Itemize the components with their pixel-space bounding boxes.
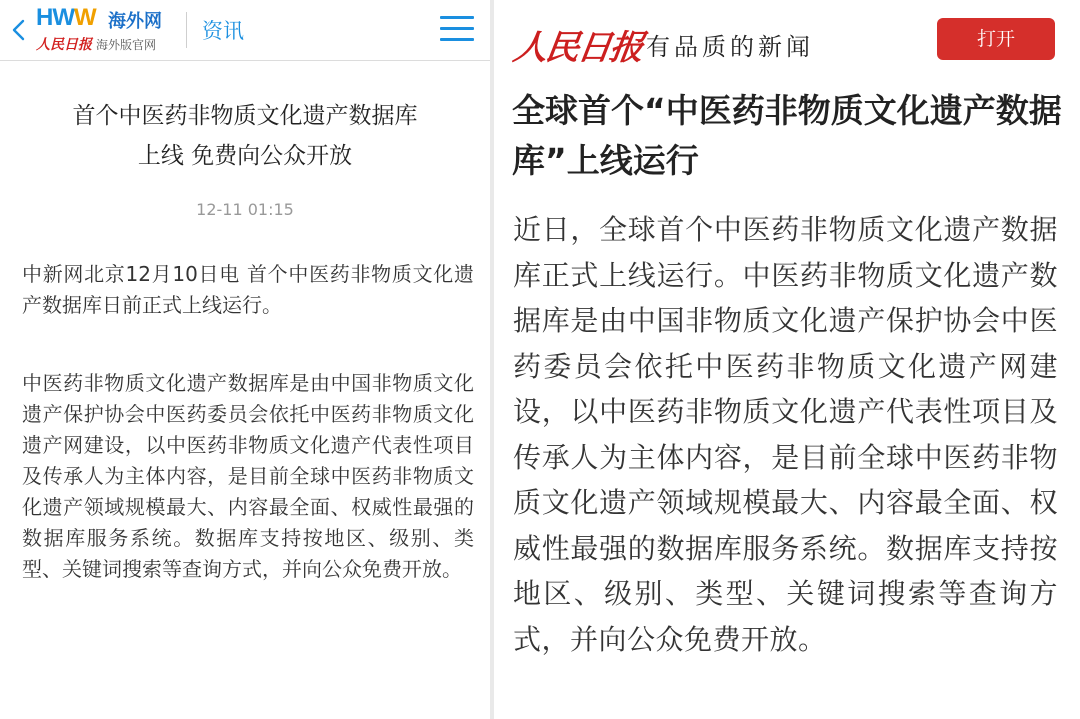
- menu-icon[interactable]: [440, 16, 474, 44]
- logo-subtitle: 海外版官网: [96, 38, 157, 52]
- article-title: [20, 96, 470, 176]
- article-title: 全球首个“中医药非物质文化遗产数据库”上线运行: [512, 91, 1062, 180]
- article-title-line2: 上线 免费向公众开放: [137, 143, 353, 169]
- article-paragraph-2: 中医药非物质文化遗产数据库是由中国非物质文化遗产保护协会中医药委员会依托中医药非物质文化遗产网建设，以中医药非物质文化遗产代表性项目及传承人为主体内容，是目前全球中医药非物质文化遗产领域规模最大、内容最全面、权威性最强的数据库服务系统。数据库支持按地区、级别、类型、关键词搜索等查询方式，并向公众免费开放。: [22, 371, 474, 581]
- header-divider: [186, 12, 187, 48]
- article-title-line1: 首个中医药非物质文化遗产数据库: [72, 103, 418, 129]
- haiwainet-logo[interactable]: [36, 6, 181, 54]
- app-header: [494, 0, 1080, 80]
- peoples-daily-logo: 人民日报: [510, 28, 645, 68]
- article-paragraph-1: 中新网北京12月10日电 首个中医药非物质文化遗产数据库日前正式上线运行。: [22, 262, 474, 317]
- slogan: 有品质的新闻: [646, 33, 814, 61]
- app-header: [0, 0, 490, 61]
- article-date: 12-11 01:15: [196, 200, 294, 219]
- logo-hww: HWW: [36, 4, 96, 31]
- back-arrow-icon[interactable]: [10, 19, 30, 41]
- article-body: 近日，全球首个中医药非物质文化遗产数据库正式上线运行。中医药非物质文化遗产数据库是由中国非物质文化遗产保护协会中医药委员会依托中医药非物质文化遗产网建设，以中医药非物质文化遗产代表性项目及传承人为主体内容，是目前全球中医药非物质文化遗产领域规模最大、内容最全面、权威性最强的数据库服务系统。数据库支持按地区、级别、类型、关键词搜索等查询方式，并向公众免费开放。: [513, 213, 1058, 656]
- section-label[interactable]: 资讯: [202, 19, 244, 43]
- haiwainet-article-screen: [0, 0, 490, 719]
- logo-sub-brand: 人民日报: [36, 37, 92, 53]
- peoples-daily-article-screen: [494, 0, 1080, 719]
- logo-cn: 海外网: [108, 11, 162, 32]
- open-app-button[interactable]: 打开: [937, 18, 1055, 60]
